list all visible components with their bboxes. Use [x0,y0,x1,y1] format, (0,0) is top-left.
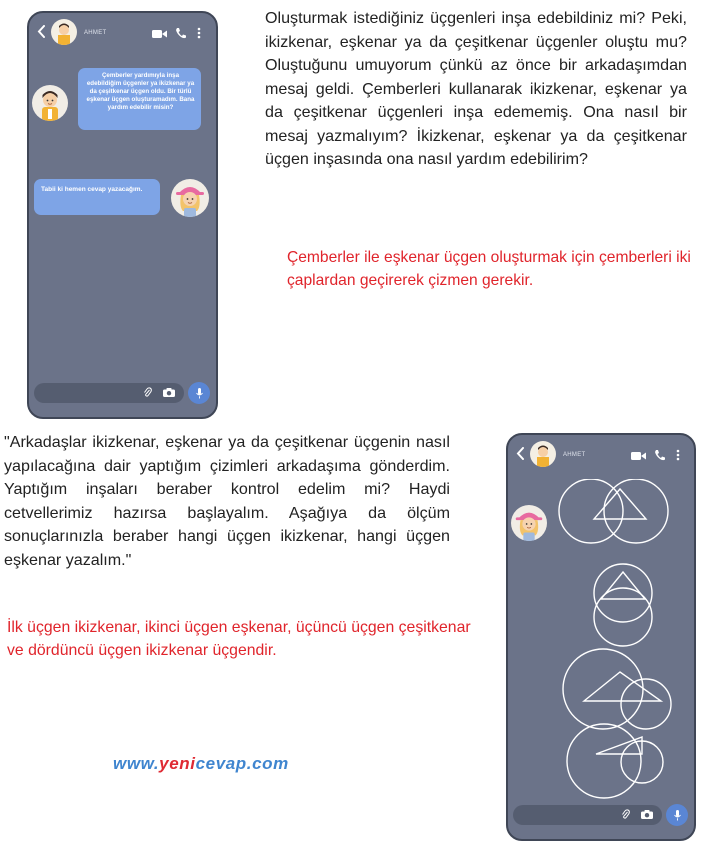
construction-scalene [563,649,671,729]
attachment-clip-icon[interactable] [143,387,152,398]
construction-equilateral [594,564,652,646]
triangle-constructions-figure [556,479,696,799]
microphone-icon [674,810,681,821]
chat-phone-bottom [506,433,696,841]
message-input[interactable] [513,805,662,825]
back-arrow-icon[interactable] [37,25,46,38]
message-bubble-outgoing: Tabii ki hemen cevap yazacağım. [34,179,160,215]
answer-paragraph-1: Çemberler ile eşkenar üçgen oluşturmak için çemberleri iki çaplardan geçirerek çizmen gerekir. [287,249,691,289]
contact-avatar[interactable] [51,19,77,45]
video-call-icon[interactable] [152,29,167,39]
question-paragraph-2: "Arkadaşlar ikizkenar, eşkenar ya da çeşitkenar üçgenin nasıl yapılacağına dair yaptığım çizimleri arkadaşıma gönderdim. Yaptığım inşaları beraber kontrol edelim mi? Haydi cetvellerimiz hazırsa başlayalım. Aşağıya da ölçüm sonuçlarınızla beraber hangi üçgen ikizkenar, hangi üçgen eşkenar yazalım." [4,433,450,569]
camera-icon[interactable] [163,388,175,397]
more-options-icon[interactable] [676,449,680,461]
boy-avatar-icon [51,19,77,45]
microphone-button[interactable] [666,804,688,826]
watermark [113,754,289,774]
contact-name: AHMET [563,452,586,458]
boy-avatar-icon [32,85,68,121]
contact-avatar[interactable] [530,441,556,467]
chat-header [508,435,694,475]
answer-paragraph-2: İlk üçgen ikizkenar, ikinci üçgen eşkenar, üçüncü üçgen çeşitkenar ve dördüncü üçgen ikizkenar üçgendir. [7,619,471,659]
watermark-prefix: www. [113,754,160,773]
contact-name: AHMET [84,30,107,36]
question-paragraph-1: Oluşturmak istediğiniz üçgenleri inşa edebildiniz mi? Peki, ikizkenar, eşkenar ya da çeşitkenar üçgenler oluştu mu? Oluştuğunu umuyorum çünkü az önce bir arkadaşımdan mesaj geldi. Çemberleri kullanarak ikizkenar, eşkenar ya da çeşitkenar üçgenleri inşa edememiş. Ona nasıl bir mesaj yazmalıyım? İkizkenar, eşkenar ya da çeşitkenar üçgen inşasında ona nasıl yardım edebilirim? [265,9,687,168]
sender-avatar-boy [32,85,68,121]
video-call-icon[interactable] [631,451,646,461]
chat-phone-top [27,11,218,419]
more-options-icon[interactable] [197,27,201,39]
chat-header [29,13,216,53]
sender-avatar-girl [511,505,547,541]
construction-isosceles-1 [559,479,668,543]
boy-avatar-icon [530,441,556,467]
microphone-icon [196,388,203,399]
phone-call-icon[interactable] [654,449,665,461]
microphone-button[interactable] [188,382,210,404]
phone-call-icon[interactable] [175,27,186,39]
construction-isosceles-2 [567,724,663,798]
sender-avatar-girl [171,179,209,217]
attachment-clip-icon[interactable] [621,809,630,820]
back-arrow-icon[interactable] [516,447,525,460]
camera-icon[interactable] [641,810,653,819]
girl-avatar-icon [511,505,547,541]
message-bubble-incoming: Çemberler yardımıyla inşa edebildiğim üçgenler ya ikizkenar ya da çeşitkenar üçgen oldu. Bir türlü eşkenar üçgen oluşturamadım. Bana yardım edebilir misin? [78,68,201,130]
message-input[interactable] [34,383,184,403]
watermark-suffix: cevap.com [195,754,289,773]
watermark-highlight: yeni [159,754,196,773]
girl-avatar-icon [171,179,209,217]
